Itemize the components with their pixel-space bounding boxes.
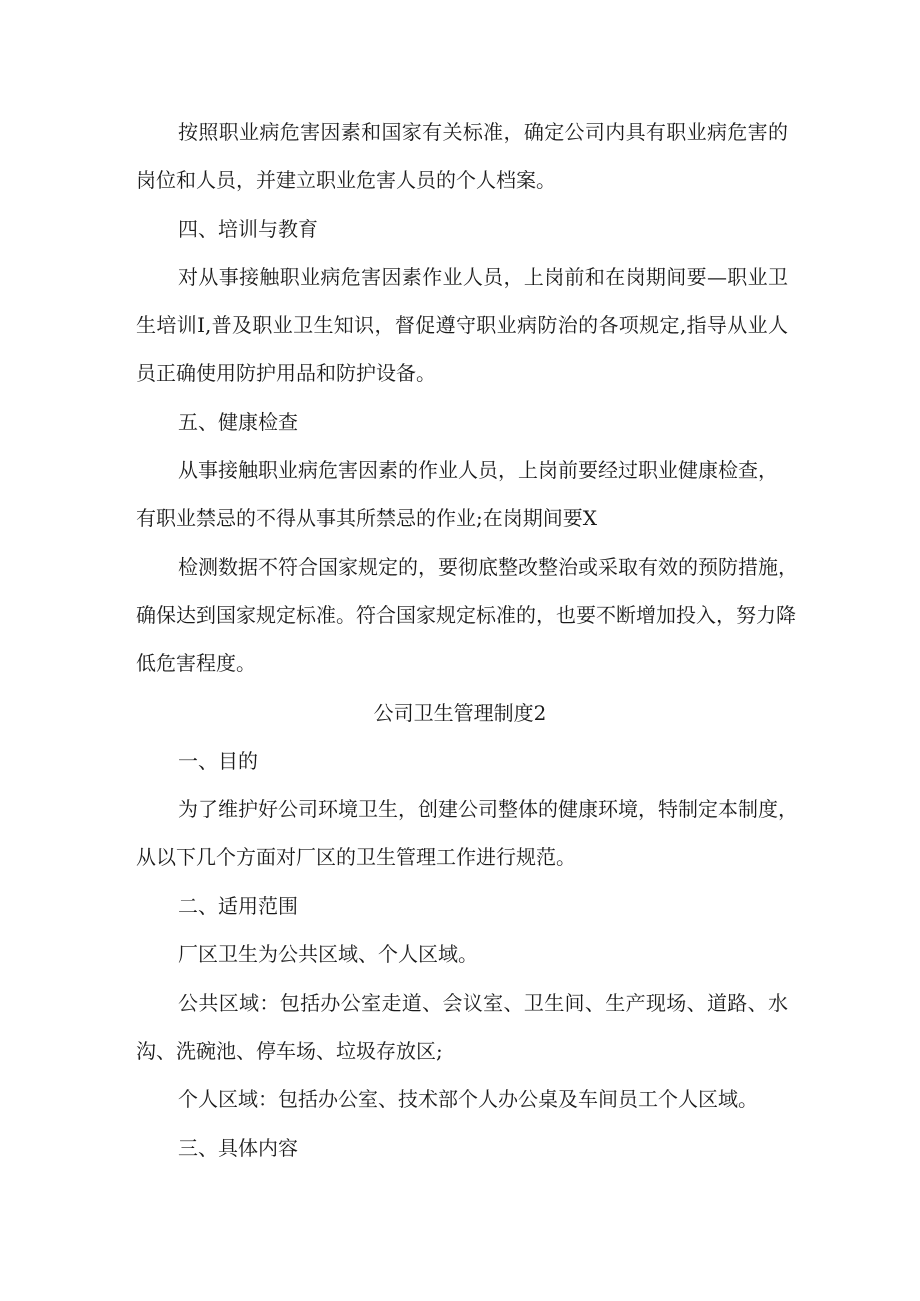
paragraph-line: 从以下几个方面对厂区的卫生管理工作进行规范。 (136, 845, 576, 869)
paragraph-line: 个人区域：包括办公室、技术部个人办公桌及车间员工个人区域。 (178, 1087, 758, 1111)
paragraph-line: 生培训I,普及职业卫生知识，督促遵守职业病防治的各项规定,指导从业人 (136, 313, 788, 337)
paragraph-line: 为了维护好公司环境卫生，创建公司整体的健康环境，特制定本制度， (178, 797, 798, 821)
paragraph-line: 有职业禁忌的不得从事其所禁忌的作业;在岗期间要X (136, 506, 597, 530)
paragraph-line: 岗位和人员，并建立职业危害人员的个人档案。 (136, 168, 556, 192)
paragraph-line: 沟、洗碗池、停车场、垃圾存放区; (136, 1039, 443, 1063)
paragraph-line: 按照职业病危害因素和国家有关标准，确定公司内具有职业病危害的 (178, 120, 788, 144)
section-heading: 一、目的 (178, 749, 258, 773)
paragraph-line: 从事接触职业病危害因素的作业人员，上岗前要经过职业健康检查， (178, 458, 778, 482)
section-heading: 二、适用范围 (178, 894, 298, 918)
paragraph-line: 检测数据不符合国家规定的，要彻底整改整治或采取有效的预防措施， (178, 555, 798, 579)
section-heading: 四、培训与教育 (178, 217, 318, 241)
section-heading: 五、健康检查 (178, 410, 298, 434)
paragraph-line: 确保达到国家规定标准。符合国家规定标准的，也要不断增加投入，努力降 (136, 603, 796, 627)
paragraph-line: 对从事接触职业病危害因素作业人员，上岗前和在岗期间要—职业卫 (178, 265, 788, 289)
paragraph-line: 员正确使用防护用品和防护设备。 (136, 361, 436, 385)
paragraph-line: 厂区卫生为公共区域、个人区域。 (178, 942, 478, 966)
paragraph-line: 公共区域：包括办公室走道、会议室、卫生间、生产现场、道路、水 (178, 991, 788, 1015)
paragraph-line: 低危害程度。 (136, 651, 256, 675)
document-title: 公司卫生管理制度2 (373, 701, 547, 725)
section-heading: 三、具体内容 (178, 1136, 298, 1160)
